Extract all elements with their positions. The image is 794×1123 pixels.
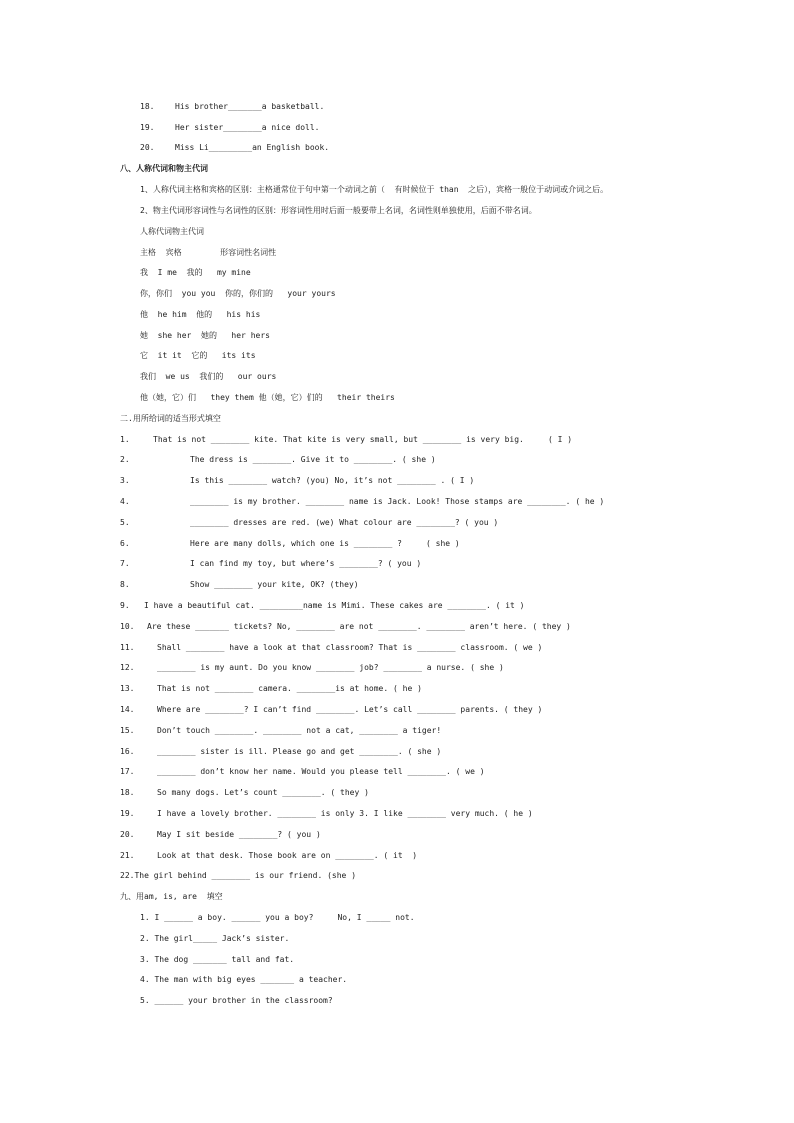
item-number: 3. xyxy=(120,476,130,485)
item-number: 15. xyxy=(120,726,135,735)
pronoun-table-header: 主格 宾格 形容词性名词性 xyxy=(140,248,277,257)
item-number: 20. xyxy=(120,830,135,839)
item-number: 9. xyxy=(120,601,130,610)
pronoun-row: 你，你们 you you 你的，你们的 your yours xyxy=(140,289,336,298)
item-number: 13. xyxy=(120,684,135,693)
item-text: ________ dresses are red. (we) What colour are ________? ( you ) xyxy=(190,518,499,527)
exercise-item xyxy=(120,559,421,569)
top-item-19 xyxy=(140,123,320,133)
exercise-item xyxy=(120,767,485,777)
exercise-item-22: 22.The girl behind ________ is our friend. (she ) xyxy=(120,871,357,880)
exercise-item xyxy=(120,851,417,861)
item-number: 8. xyxy=(120,580,130,589)
pronoun-row: 她 she her 她的 her hers xyxy=(140,331,270,340)
item-number: 6. xyxy=(120,539,130,548)
item-text: I have a beautiful cat. _________name is Mimi. These cakes are ________. ( it ) xyxy=(144,601,525,610)
item-number: 19. xyxy=(140,123,155,132)
item-number: 20. xyxy=(140,143,155,152)
item-text: Are these _______ tickets? No, ________ are not ________. ________ aren’t here. ( they ) xyxy=(147,622,571,631)
item-text: ________ is my aunt. Do you know ________ job? ________ a nurse. ( she ) xyxy=(157,663,504,672)
exercise-item xyxy=(120,809,533,819)
section-8-heading: 八、人称代词和物主代词 xyxy=(120,164,208,173)
item-text: So many dogs. Let’s count ________. ( they ) xyxy=(157,788,369,797)
item-number: 14. xyxy=(120,705,135,714)
top-item-20 xyxy=(140,143,329,153)
item-number: 10. xyxy=(120,622,135,631)
exercise-item xyxy=(120,788,369,798)
item-number: 19. xyxy=(120,809,135,818)
exercise-item xyxy=(120,726,441,736)
exercise-item xyxy=(120,580,359,590)
item-text: Where are ________? I can’t find ________. Let’s call ________ parents. ( they ) xyxy=(157,705,543,714)
item-text: I have a lovely brother. ________ is only 3. I like ________ very much. ( he ) xyxy=(157,809,533,818)
pronoun-row: 我 I me 我的 my mine xyxy=(140,268,251,277)
item-text: Don’t touch ________. ________ not a cat, ________ a tiger! xyxy=(157,726,442,735)
item-text: ________ sister is ill. Please go and get ________. ( she ) xyxy=(157,747,442,756)
exercise-item xyxy=(120,435,572,445)
exercise-item xyxy=(120,455,436,465)
item-text: Is this ________ watch? (you) No, it’s not ________ . ( I ) xyxy=(190,476,475,485)
section-8-note-2: 2、物主代词形容词性与名词性的区别：形容词性用时后面一般要带上名词，名词性则单独使用，后面不带名词。 xyxy=(140,206,537,215)
pronoun-row: 它 it it 它的 its its xyxy=(140,351,256,360)
item-number: 5. xyxy=(120,518,130,527)
pronoun-table-title: 人称代词物主代词 xyxy=(140,227,204,236)
fill-item: 3. The dog _______ tall and fat. xyxy=(140,955,295,964)
item-number: 7. xyxy=(120,559,130,568)
item-text: Look at that desk. Those book are on ________. ( it ) xyxy=(157,851,418,860)
item-text: The dress is ________. Give it to ________. ( she ) xyxy=(190,455,436,464)
exercise-item xyxy=(120,497,604,507)
exercise-item xyxy=(120,663,504,673)
item-number: 21. xyxy=(120,851,135,860)
section-9-heading: 九、用am, is, are 填空 xyxy=(120,892,223,901)
item-text: That is not ________ camera. ________is at home. ( he ) xyxy=(157,684,422,693)
item-number: 2. xyxy=(120,455,130,464)
pronoun-row: 他（她，它）们 they them 他（她，它）们的 their theirs xyxy=(140,393,395,402)
item-number: 16. xyxy=(120,747,135,756)
exercise-item xyxy=(120,476,474,486)
exercise-item xyxy=(120,643,542,653)
item-text: ________ don’t know her name. Would you please tell ________. ( we ) xyxy=(157,767,485,776)
item-text: I can find my toy, but where’s ________? ( you ) xyxy=(190,559,422,568)
exercise-item xyxy=(120,601,525,611)
item-text: ________ is my brother. ________ name is Jack. Look! Those stamps are ________. ( he ) xyxy=(190,497,605,506)
section-2-heading: 二.用所给词的适当形式填空 xyxy=(120,414,221,423)
fill-item: 4. The man with big eyes _______ a teacher. xyxy=(140,975,348,984)
exercise-item xyxy=(120,539,460,549)
fill-item: 2. The girl_____ Jack’s sister. xyxy=(140,934,290,943)
item-number: 11. xyxy=(120,643,135,652)
item-text: His brother_______a basketball. xyxy=(175,102,325,111)
item-text: Shall ________ have a look at that classroom? That is ________ classroom. ( we ) xyxy=(157,643,543,652)
exercise-item xyxy=(120,684,422,694)
item-number: 4. xyxy=(120,497,130,506)
top-item-18 xyxy=(140,102,324,112)
fill-item: 1. I ______ a boy. ______ you a boy? No, I _____ not. xyxy=(140,913,415,922)
item-number: 12. xyxy=(120,663,135,672)
item-number: 18. xyxy=(140,102,155,111)
exercise-item xyxy=(120,622,571,632)
item-text: Miss Li_________an English book. xyxy=(175,143,330,152)
exercise-item xyxy=(120,747,441,757)
item-text: Show ________ your kite, OK? (they) xyxy=(190,580,359,589)
item-number: 18. xyxy=(120,788,135,797)
pronoun-row: 我们 we us 我们的 our ours xyxy=(140,372,277,381)
item-number: 17. xyxy=(120,767,135,776)
exercise-item xyxy=(120,830,321,840)
section-8-note-1: 1、人称代词主格和宾格的区别：主格通常位于句中第一个动词之前（ 有时候位于 than 之后），宾格一般位于动词或介词之后。 xyxy=(140,185,609,194)
item-text: May I sit beside ________? ( you ) xyxy=(157,830,321,839)
item-number: 1. xyxy=(120,435,130,444)
exercise-item xyxy=(120,518,498,528)
item-text: Her sister________a nice doll. xyxy=(175,123,320,132)
exercise-item xyxy=(120,705,542,715)
item-text: That is not ________ kite. That kite is very small, but ________ is very big. ( I ) xyxy=(153,435,573,444)
pronoun-row: 他 he him 他的 his his xyxy=(140,310,261,319)
item-text: Here are many dolls, which one is ________ ? ( she ) xyxy=(190,539,460,548)
fill-item: 5. ______ your brother in the classroom? xyxy=(140,996,333,1005)
